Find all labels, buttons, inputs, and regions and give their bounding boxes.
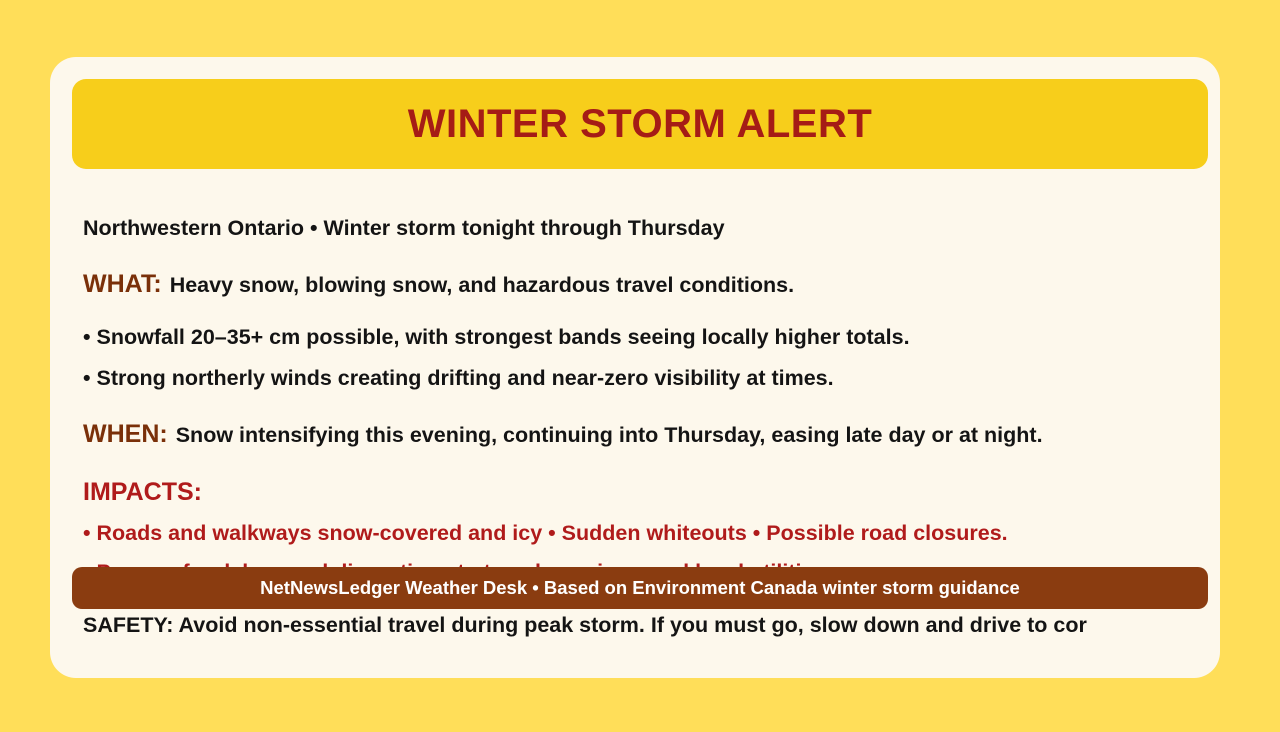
alert-header-title: WINTER STORM ALERT [407,102,873,146]
alert-subheadline: Northwestern Ontario • Winter storm tonight through Thursday [83,216,725,240]
what-label: WHAT: [83,270,162,298]
when-label: WHEN: [83,420,168,448]
what-text: Heavy snow, blowing snow, and hazardous travel conditions. [169,273,795,297]
what-bullet-list [83,325,1280,391]
safety-text: SAFETY: Avoid non-essential travel during peak storm. If you must go, slow down and drive to cor [83,613,1087,637]
impacts-section [83,478,1280,507]
alert-header-banner [72,79,1208,169]
impacts-label: IMPACTS: [83,478,202,506]
list-item: • Snowfall 20–35+ cm possible, with strongest bands seeing locally higher totals. [83,325,910,349]
what-section [83,270,1280,299]
list-item: • Roads and walkways snow-covered and icy • Sudden whiteouts • Possible road closures. [83,521,1008,545]
when-section [83,420,1280,449]
list-item: • Strong northerly winds creating drifting and near-zero visibility at times. [83,366,834,390]
alert-footer-banner [72,567,1208,609]
alert-footer-text: NetNewsLedger Weather Desk • Based on Environment Canada winter storm guidance [260,577,1020,598]
when-text: Snow intensifying this evening, continuing into Thursday, easing late day or at night. [175,423,1043,447]
winter-storm-alert-card [50,57,1220,678]
